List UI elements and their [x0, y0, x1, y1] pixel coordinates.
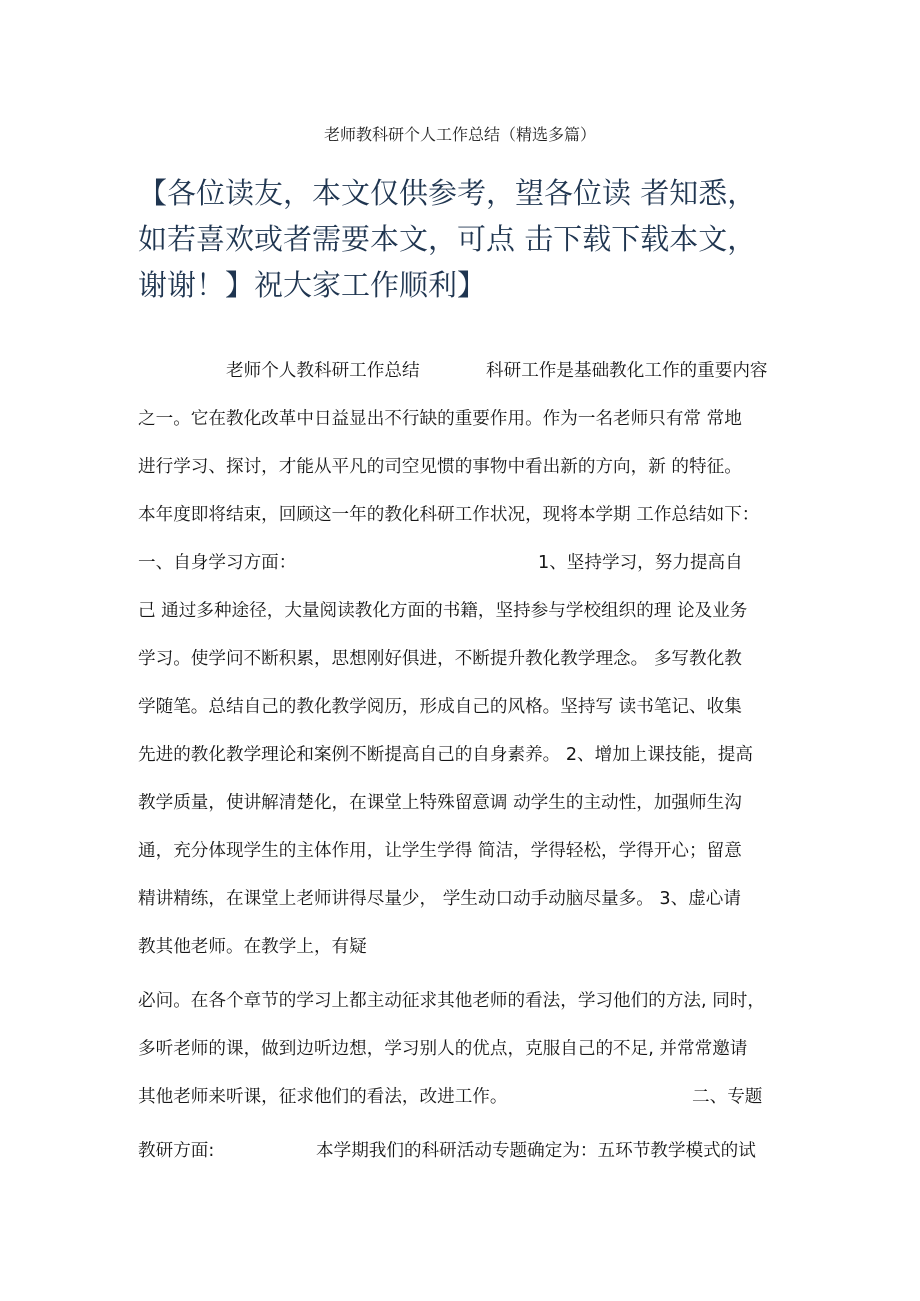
document-title: 老师教科研个人工作总结（精选多篇） — [323, 125, 596, 144]
body-line — [138, 356, 798, 386]
body-line: 己 通过多种途径，大量阅读教化方面的书籍，坚持参与学校组织的理 论及业务 — [138, 601, 748, 621]
body-line — [138, 1082, 798, 1112]
body-text-segment: 本学期我们的科研活动专题确定为：五环节教学模式的试 — [316, 1141, 756, 1161]
body-line: 精讲精练，在课堂上老师讲得尽量少， 学生动口动手动脑尽量多。 3、虚心请 — [138, 889, 741, 909]
body-line: 通，充分体现学生的主体作用，让学生学得 简洁，学得轻松，学得开心；留意 — [138, 841, 742, 861]
body-line — [138, 1136, 798, 1166]
body-line: 教学质量，使讲解清楚化，在课堂上特殊留意调 动学生的主动性，加强师生沟 — [138, 793, 742, 813]
notice-line: 【各位读友，本文仅供参考，望各位读 者知悉， — [138, 176, 757, 210]
body-line: 教其他老师。在教学上，有疑 — [138, 937, 367, 957]
body-line: 学随笔。总结自己的教化教学阅历，形成自己的风格。坚持写 读书笔记、收集 — [138, 697, 742, 717]
body-line — [138, 548, 798, 578]
reader-notice — [138, 170, 798, 308]
body-line: 多听老师的课，做到边听边想，学习别人的优点，克服自己的不足, 并常常邀请 — [138, 1039, 748, 1059]
body-text-segment: 1、坚持学习，努力提高自 — [538, 553, 743, 573]
section-heading: 教研方面: — [138, 1141, 215, 1161]
body-line: 先进的教化教学理论和案例不断提高自己的自身素养。 2、增加上课技能，提高 — [138, 745, 753, 765]
section-heading: 一、自身学习方面： — [138, 553, 297, 573]
body-line: 必问。在各个章节的学习上都主动征求其他老师的看法，学习他们的方法, 同时， — [138, 991, 765, 1011]
body-text-segment: 科研工作是基础教化工作的重要内容 — [486, 361, 768, 381]
section-heading: 老师个人教科研工作总结 — [226, 361, 420, 381]
body-text-segment: 其他老师来听课，征求他们的看法，改进工作。 — [138, 1087, 508, 1107]
notice-line: 如若喜欢或者需要本文，可点 击下载下载本文， — [138, 222, 757, 256]
body-line: 进行学习、探讨，才能从平凡的司空见惯的事物中看出新的方向，新 的特征。 — [138, 457, 742, 477]
body-line: 本年度即将结束，回顾这一年的教化科研工作状况，现将本学期 工作总结如下： — [138, 505, 760, 525]
section-heading: 二、专题 — [692, 1087, 763, 1107]
body-line: 学习。使学问不断积累，思想刚好俱进，不断提升教化教学理念。 多写教化教 — [138, 649, 742, 669]
notice-line: 谢谢！】祝大家工作顺利】 — [138, 268, 487, 302]
body-line: 之一。它在教化改革中日益显出不行缺的重要作用。作为一名老师只有常 常地 — [138, 409, 742, 429]
